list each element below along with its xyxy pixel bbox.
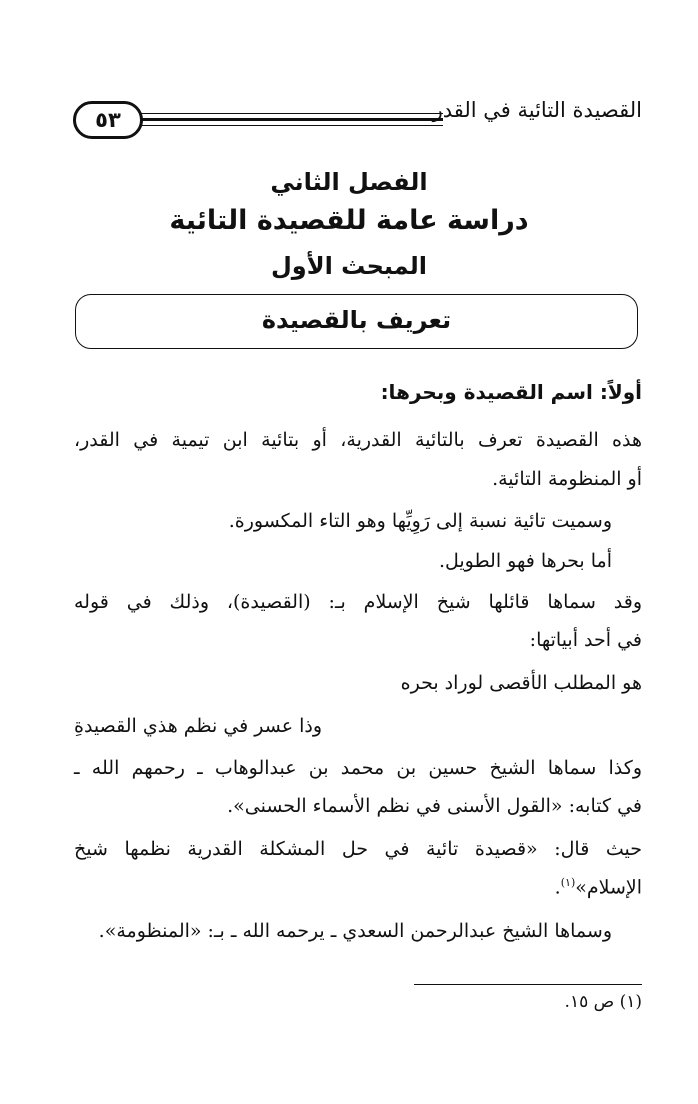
verse-first-hemistich: هو المطلب الأقصى لوراد بحره — [400, 672, 642, 694]
running-header — [73, 98, 642, 143]
footnote-separator — [414, 984, 642, 985]
footnote-marker: (١) — [560, 876, 576, 889]
footnote: (١) ص ١٥. — [564, 992, 642, 1012]
header-rule — [141, 118, 443, 121]
chapter-heading: الفصل الثاني — [270, 168, 428, 196]
page-number: ٥٣ — [73, 101, 143, 139]
subheading: أولاً: اسم القصيدة وبحرها: — [380, 380, 642, 404]
paragraph-line: هذه القصيدة تعرف بالتائية القدرية، أو بتائية ابن تيمية في القدر، — [74, 429, 642, 451]
paragraph-line: في كتابه: «القول الأسنى في نظم الأسماء الحسنى». — [227, 795, 642, 817]
verse-second-hemistich: وذا عسر في نظم هذي القصيدةِ — [74, 715, 323, 737]
paragraph-line: أما بحرها فهو الطويل. — [438, 550, 612, 572]
paragraph-line — [555, 876, 642, 898]
paragraph-line: وسميت تائية نسبة إلى رَوِيِّها وهو التاء المكسورة. — [228, 510, 612, 532]
header-rule — [141, 113, 443, 114]
boxed-title: تعريف بالقصيدة — [75, 294, 638, 349]
paragraph-line: أو المنظومة التائية. — [492, 468, 642, 490]
paragraph-line: وسماها الشيخ عبدالرحمن السعدي ـ يرحمه الله ـ بـ: «المنظومة». — [98, 920, 612, 942]
header-rule — [141, 125, 443, 126]
paragraph-line: وقد سماها قائلها شيخ الإسلام بـ: (القصيدة)، وذلك في قوله — [74, 591, 642, 613]
quote-end: الإسلام» — [575, 876, 642, 899]
paragraph-line: حيث قال: «قصيدة تائية في حل المشكلة القدرية نظمها شيخ — [74, 838, 642, 860]
sentence-end: . — [554, 876, 561, 899]
section-heading: المبحث الأول — [270, 252, 428, 280]
running-title: القصيدة التائية في القدر — [432, 98, 642, 122]
chapter-title: دراسة عامة للقصيدة التائية — [169, 205, 529, 236]
paragraph-line: وكذا سماها الشيخ حسين بن محمد بن عبدالوهاب ـ رحمهم الله ـ — [74, 757, 642, 779]
paragraph-line: في أحد أبياتها: — [529, 629, 642, 651]
